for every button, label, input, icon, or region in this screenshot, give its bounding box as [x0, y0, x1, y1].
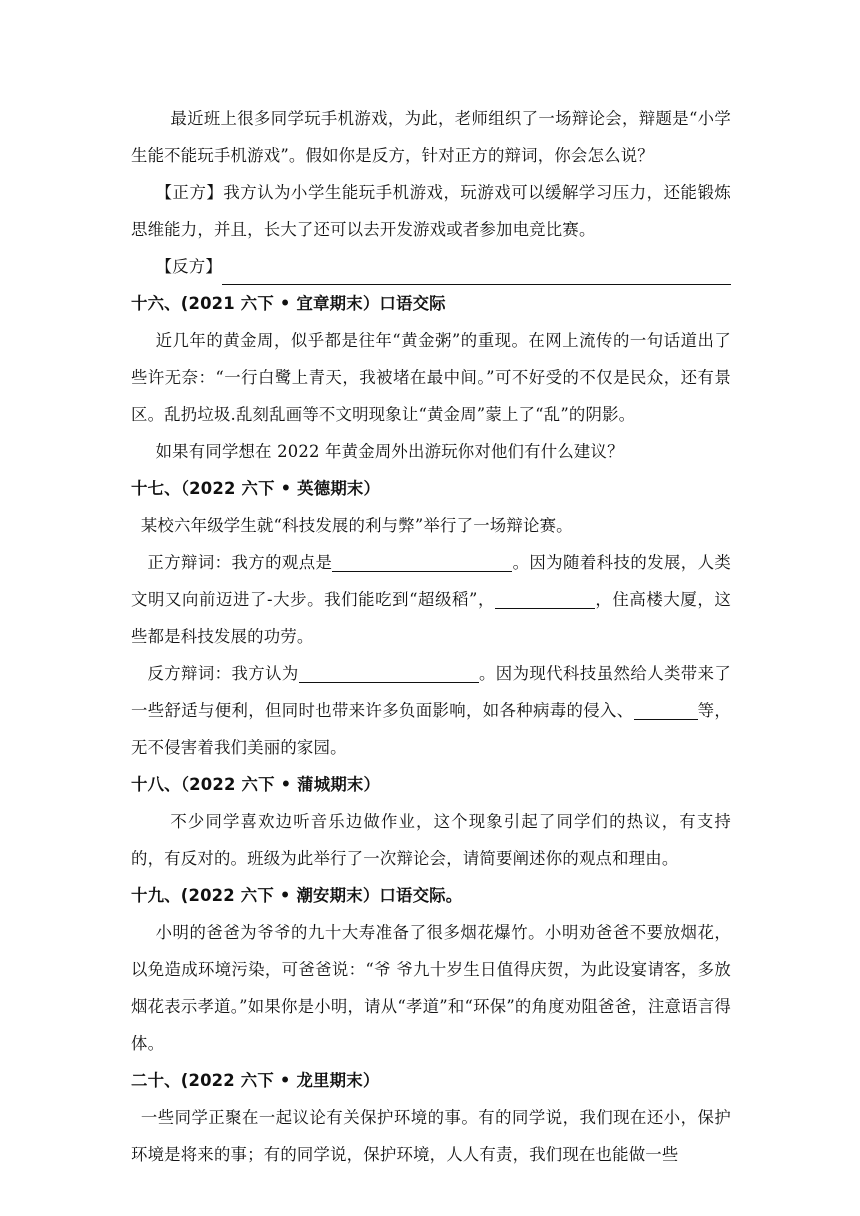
q17-pro-paragraph — [131, 544, 731, 655]
q17-con-text-b: 。因为现代科技虽然给人类带来了一些舒适与便利，但同时也带来许多负面影响，如各种病毒的侵入、 — [131, 664, 731, 720]
pro-viewpoint-blank[interactable] — [332, 551, 512, 572]
q17-heading: 十七、（2022 六下 • 英德期末） — [131, 479, 381, 498]
pro-label: 【正方】 — [155, 183, 224, 202]
q19-heading: 十九、(2022 六下 • 潮安期末）口语交际。 — [131, 886, 463, 905]
q16-paragraph-1: 近几年的黄金周，似乎都是往年“黄金粥”的重现。在网上流传的一句话道出了些许无奈：“一行白鹭上青天，我被堵在最中间。”可不好受的不仅是民众，还有景区。乱扔垃圾.乱刻乱画等不文明现象让“黄金周”蒙上了“乱”的阴影。 — [131, 331, 731, 424]
q17-con-text-c: 等， 无不侵害着我们美丽的家园。 — [131, 701, 731, 757]
q17-pro-text-a: 正方辩词：我方的观点是 — [147, 553, 333, 572]
intro-pro-paragraph — [131, 174, 731, 248]
q17-pro-text-c: ，住高楼大厦，这些都是科技发展的功劳。 — [131, 590, 731, 646]
con-example-blank[interactable] — [634, 699, 698, 720]
q17-con-paragraph — [131, 655, 731, 766]
q18-heading: 十八、（2022 六下 • 蒲城期末） — [131, 775, 381, 794]
pro-text: 我方认为小学生能玩手机游戏，玩游戏可以缓解学习压力，还能锻炼思维能力，并且，长大了还可以去开发游戏或者参加电竞比赛。 — [131, 183, 731, 239]
q18-paragraph: 不少同学喜欢边听音乐边做作业，这个现象引起了同学们的热议，有支持的，有反对的。班级为此举行了一次辩论会，请简要阐述你的观点和理由。 — [131, 812, 731, 868]
document-body — [131, 100, 731, 1173]
q17-intro: 某校六年级学生就“科技发展的利与弊”举行了一场辩论赛。 — [140, 516, 573, 535]
q20-heading: 二十、(2022 六下 • 龙里期末） — [131, 1071, 380, 1090]
intro-prompt: 最近班上很多同学玩手机游戏，为此，老师组织了一场辩论会，辩题是“小学生能不能玩手机游戏”。假如你是反方，针对正方的辩词，你会怎么说？ — [131, 109, 731, 165]
con-viewpoint-blank[interactable] — [299, 662, 479, 683]
q20-paragraph: 一些同学正聚在一起议论有关保护环境的事。有的同学说，我们现在还小，保护环境是将来的事；有的同学说，保护环境，人人有责，我们现在也能做一些 — [131, 1108, 731, 1164]
q16-paragraph-2: 如果有同学想在 2022 年黄金周外出游玩你对他们有什么建议？ — [155, 442, 624, 461]
q17-con-text-a: 反方辩词：我方认为 — [147, 664, 299, 683]
con-label: 【反方】 — [155, 257, 222, 276]
pro-example-blank[interactable] — [495, 588, 595, 609]
q19-paragraph: 小明的爸爸为爷爷的九十大寿准备了很多烟花爆竹。小明劝爸爸不要放烟花，以免造成环境污染，可爸爸说：“爷 爷九十岁生日值得庆贺，为此设宴请客，多放烟花表示孝道。”如果你是小明，请从“孝道”和“环保”的角度劝阻爸爸，注意语言得体。 — [131, 923, 731, 1053]
con-answer-blank[interactable] — [222, 264, 731, 285]
intro-con-paragraph — [131, 248, 731, 285]
q16-heading: 十六、(2021 六下 • 宜章期末）口语交际 — [131, 294, 446, 313]
q17-pro-text-b: 。因为随着科技的发展，人类文明又向前迈进了-大步。我们能吃到“超级稻”， — [131, 553, 731, 609]
